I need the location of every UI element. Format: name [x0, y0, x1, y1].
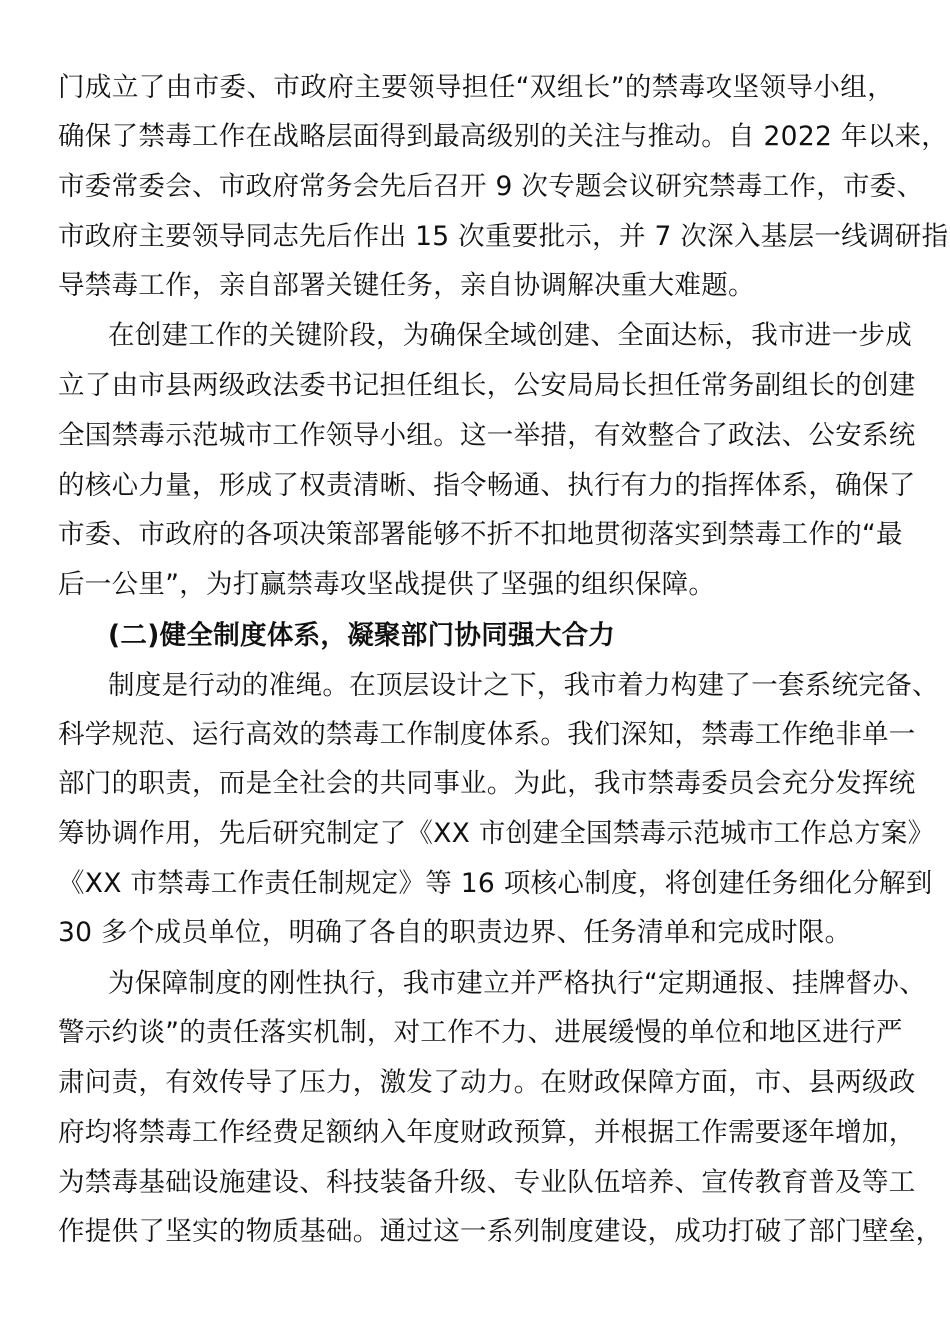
- paragraph-first-line: 制度是行动的准绳。在顶层设计之下，我市着力构建了一套系统完备、: [108, 670, 939, 701]
- text-line: 部门的职责，而是全社会的共同事业。为此，我市禁毒委员会充分发挥统: [58, 768, 916, 799]
- text-line: 市委常委会、市政府常务会先后召开 9 次专题会议研究禁毒工作，市委、: [58, 171, 924, 202]
- text-line: 全国禁毒示范城市工作领导小组。这一举措，有效整合了政法、公安系统: [58, 420, 916, 451]
- text-line: 府均将禁毒工作经费足额纳入年度财政预算，并根据工作需要逐年增加，: [58, 1117, 916, 1148]
- text-line: 立了由市县两级政法委书记担任组长，公安局局长担任常务副组长的创建: [58, 370, 916, 401]
- text-line: 市委、市政府的各项决策部署能够不折不扣地贯彻落实到禁毒工作的“最: [58, 519, 903, 550]
- text-line: 《XX 市禁毒工作责任制规定》等 16 项核心制度，将创建任务细化分解到: [58, 868, 933, 899]
- text-line: 作提供了坚实的物质基础。通过这一系列制度建设，成功打破了部门壁垒，: [58, 1216, 943, 1247]
- text-line: 科学规范、运行高效的禁毒工作制度体系。我们深知，禁毒工作绝非单一: [58, 719, 916, 750]
- text-line: 为禁毒基础设施建设、科技装备升级、专业队伍培养、宣传教育普及等工: [58, 1167, 916, 1198]
- text-line: 确保了禁毒工作在战略层面得到最高级别的关注与推动。自 2022 年以来，: [58, 121, 949, 152]
- text-line: 后一公里”，为打赢禁毒攻坚战提供了坚强的组织保障。: [58, 569, 716, 600]
- paragraph-first-line: 为保障制度的刚性执行，我市建立并严格执行“定期通报、挂牌督办、: [108, 968, 927, 999]
- text-line: 导禁毒工作，亲自部署关键任务，亲自协调解决重大难题。: [58, 270, 755, 301]
- text-line: 市政府主要领导同志先后作出 15 次重要批示，并 7 次深入基层一线调研指: [58, 221, 949, 252]
- text-line: 30 多个成员单位，明确了各自的职责边界、任务清单和完成时限。: [58, 917, 852, 948]
- text-line: 门成立了由市委、市政府主要领导担任“双组长”的禁毒攻坚领导小组，: [58, 72, 894, 103]
- text-line: 肃问责，有效传导了压力，激发了动力。在财政保障方面，市、县两级政: [58, 1067, 916, 1098]
- text-line: 警示约谈”的责任落实机制，对工作不力、进展缓慢的单位和地区进行严: [58, 1017, 903, 1048]
- text-line: 的核心力量，形成了权责清晰、指令畅通、执行有力的指挥体系，确保了: [58, 470, 916, 501]
- text-line: 筹协调作用，先后研究制定了《XX 市创建全国禁毒示范城市工作总方案》: [58, 818, 935, 849]
- section-heading: (二)健全制度体系，凝聚部门协同强大合力: [108, 620, 616, 651]
- paragraph-first-line: 在创建工作的关键阶段，为确保全域创建、全面达标，我市进一步成: [108, 320, 912, 351]
